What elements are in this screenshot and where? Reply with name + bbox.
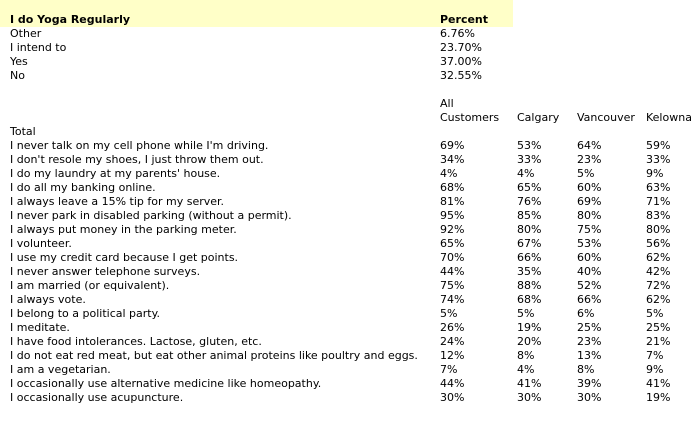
row-value: 5% [646, 307, 664, 320]
row-value: 44% [440, 377, 465, 390]
row-label: I volunteer. [10, 237, 72, 250]
table-row [10, 195, 690, 209]
row-value: 53% [577, 237, 602, 250]
row-value: 30% [440, 391, 465, 404]
row-value: 69% [440, 139, 465, 152]
row-label: I occasionally use alternative medicine like homeopathy. [10, 377, 322, 390]
row-label: I never answer telephone surveys. [10, 265, 201, 278]
row-value: 34% [440, 153, 465, 166]
row-value: 60% [577, 251, 602, 264]
table-row [10, 209, 690, 223]
table-row [10, 181, 690, 195]
row-label: I am a vegetarian. [10, 363, 111, 376]
row-value: 66% [517, 251, 542, 264]
row-label: I do my laundry at my parents' house. [10, 167, 221, 180]
row-value: 8% [577, 363, 595, 376]
row-value: 30% [517, 391, 542, 404]
summary-row-label: Yes [10, 55, 28, 68]
row-value: 69% [577, 195, 602, 208]
row-value: 42% [646, 265, 671, 278]
table-row [10, 321, 690, 335]
table-row [10, 237, 690, 251]
row-value: 41% [646, 377, 671, 390]
row-label: I always vote. [10, 293, 86, 306]
summary-header-row [10, 13, 510, 27]
row-label: I do not eat red meat, but eat other animal proteins like poultry and eggs. [10, 349, 418, 362]
row-value: 25% [577, 321, 602, 334]
row-value: 39% [577, 377, 602, 390]
row-value: 53% [517, 139, 542, 152]
table-row [10, 293, 690, 307]
row-value: 19% [646, 391, 671, 404]
table-row [10, 363, 690, 377]
row-value: 80% [646, 223, 671, 236]
row-value: 68% [440, 181, 465, 194]
row-value: 80% [517, 223, 542, 236]
column-header-calgary: Calgary [517, 111, 560, 124]
summary-header-value: Percent [440, 13, 489, 26]
table-row [10, 335, 690, 349]
row-header-total: Total [10, 125, 36, 138]
table-row [10, 167, 690, 181]
row-value: 65% [440, 237, 465, 250]
row-value: 9% [646, 167, 664, 180]
row-value: 76% [517, 195, 542, 208]
row-value: 68% [517, 293, 542, 306]
row-value: 85% [517, 209, 542, 222]
row-value: 83% [646, 209, 671, 222]
row-value: 62% [646, 293, 671, 306]
yoga-summary-table [10, 13, 510, 83]
summary-row-label: Other [10, 27, 42, 40]
row-value: 26% [440, 321, 465, 334]
row-value: 23% [577, 335, 602, 348]
column-header-all-customers: Customers [440, 111, 500, 124]
row-value: 13% [577, 349, 602, 362]
row-label: I have food intolerances. Lactose, gluten, etc. [10, 335, 262, 348]
row-label: I occasionally use acupuncture. [10, 391, 184, 404]
row-value: 23% [577, 153, 602, 166]
summary-row [10, 69, 510, 83]
summary-row-value: 32.55% [440, 69, 482, 82]
summary-row-label: No [10, 69, 25, 82]
row-label: I never park in disabled parking (without a permit). [10, 209, 292, 222]
table-row [10, 349, 690, 363]
row-value: 80% [577, 209, 602, 222]
row-value: 81% [440, 195, 465, 208]
row-value: 5% [577, 167, 595, 180]
row-value: 75% [577, 223, 602, 236]
survey-table-body [10, 139, 690, 405]
row-value: 71% [646, 195, 671, 208]
summary-row-value: 23.70% [440, 41, 482, 54]
row-value: 64% [577, 139, 602, 152]
row-value: 52% [577, 279, 602, 292]
row-value: 4% [440, 167, 458, 180]
row-value: 30% [577, 391, 602, 404]
row-value: 40% [577, 265, 602, 278]
row-value: 9% [646, 363, 664, 376]
summary-row [10, 55, 510, 69]
table-row [10, 265, 690, 279]
table-row [10, 139, 690, 153]
summary-row [10, 27, 510, 41]
row-value: 65% [517, 181, 542, 194]
table-row [10, 391, 690, 405]
column-header-kelowna: Kelowna [646, 111, 692, 124]
summary-header-label: I do Yoga Regularly [10, 13, 131, 26]
row-value: 24% [440, 335, 465, 348]
column-header-line1: All [440, 97, 454, 110]
row-value: 67% [517, 237, 542, 250]
row-value: 4% [517, 167, 535, 180]
row-value: 72% [646, 279, 671, 292]
row-value: 33% [517, 153, 542, 166]
table-row [10, 153, 690, 167]
summary-row-value: 37.00% [440, 55, 482, 68]
row-label: I belong to a political party. [10, 307, 161, 320]
table-row [10, 377, 690, 391]
row-value: 21% [646, 335, 671, 348]
table-row [10, 279, 690, 293]
summary-row-label: I intend to [10, 41, 67, 54]
row-value: 33% [646, 153, 671, 166]
row-value: 41% [517, 377, 542, 390]
row-value: 56% [646, 237, 671, 250]
row-value: 92% [440, 223, 465, 236]
row-value: 7% [440, 363, 458, 376]
row-value: 88% [517, 279, 542, 292]
row-value: 70% [440, 251, 465, 264]
row-value: 66% [577, 293, 602, 306]
row-label: I never talk on my cell phone while I'm driving. [10, 139, 269, 152]
summary-row [10, 41, 510, 55]
row-value: 59% [646, 139, 671, 152]
row-value: 75% [440, 279, 465, 292]
row-value: 95% [440, 209, 465, 222]
row-value: 35% [517, 265, 542, 278]
row-label: I use my credit card because I get points. [10, 251, 239, 264]
table-row [10, 223, 690, 237]
row-value: 12% [440, 349, 465, 362]
row-value: 25% [646, 321, 671, 334]
row-value: 7% [646, 349, 664, 362]
row-label: I always leave a 15% tip for my server. [10, 195, 225, 208]
row-label: I always put money in the parking meter. [10, 223, 237, 236]
row-label: I do all my banking online. [10, 181, 156, 194]
row-label: I meditate. [10, 321, 70, 334]
table-row [10, 307, 690, 321]
row-value: 63% [646, 181, 671, 194]
row-value: 4% [517, 363, 535, 376]
row-value: 8% [517, 349, 535, 362]
summary-row-value: 6.76% [440, 27, 475, 40]
column-header-vancouver: Vancouver [577, 111, 635, 124]
row-value: 20% [517, 335, 542, 348]
row-value: 44% [440, 265, 465, 278]
row-value: 5% [517, 307, 535, 320]
row-label: I am married (or equivalent). [10, 279, 170, 292]
row-value: 60% [577, 181, 602, 194]
row-label: I don't resole my shoes, I just throw them out. [10, 153, 264, 166]
row-value: 74% [440, 293, 465, 306]
row-value: 62% [646, 251, 671, 264]
column-headers [0, 97, 700, 127]
row-value: 6% [577, 307, 595, 320]
table-row [10, 251, 690, 265]
row-value: 5% [440, 307, 458, 320]
row-value: 19% [517, 321, 542, 334]
